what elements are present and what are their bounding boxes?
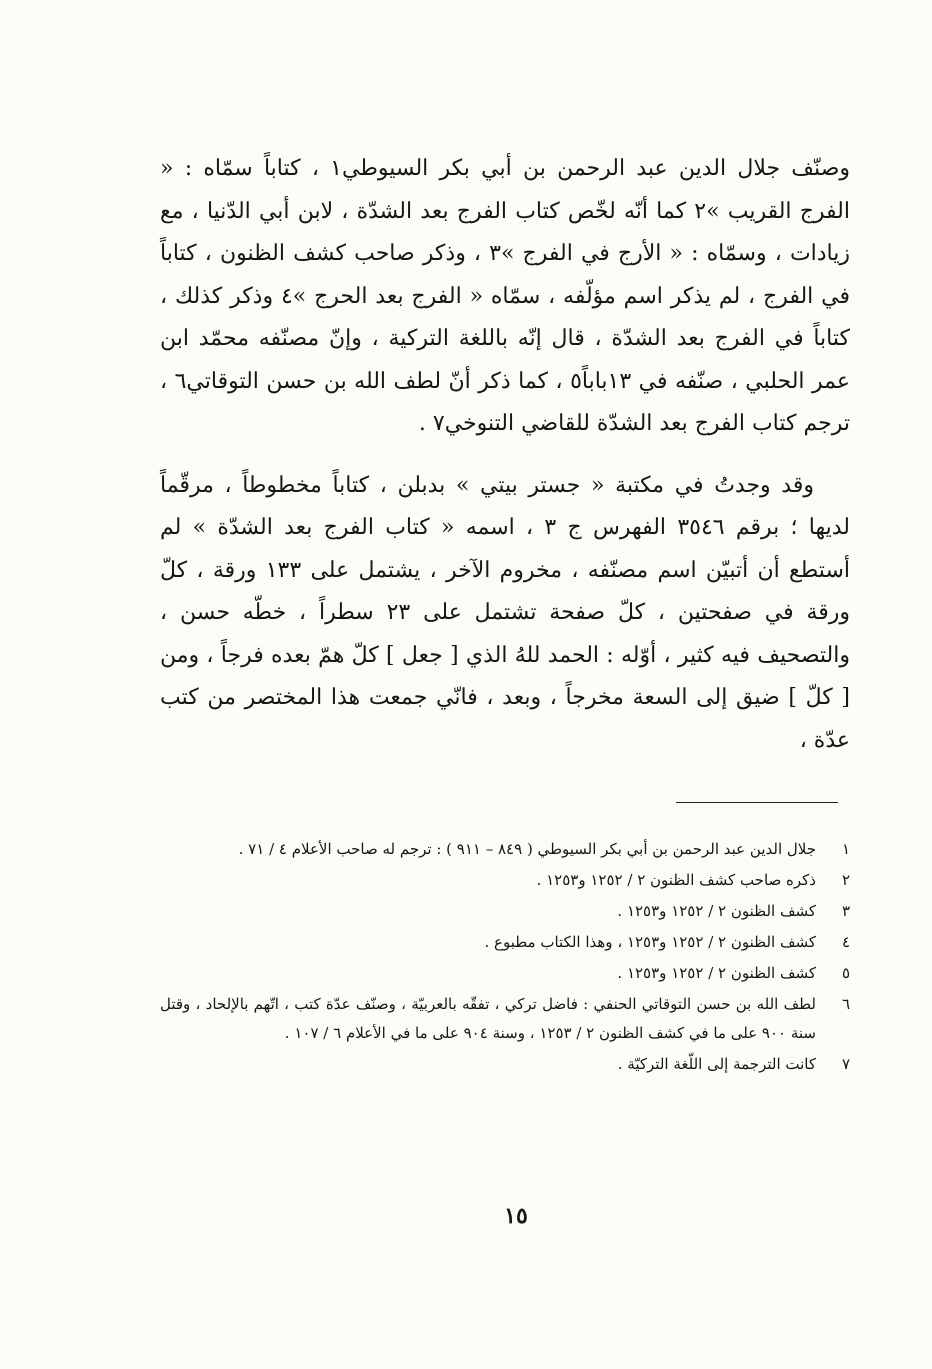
footnote-separator — [676, 802, 838, 803]
page-number: ١٥ — [504, 1203, 528, 1229]
footnote-text: كشف الظنون ٢ / ١٢٥٢ و١٢٥٣ . — [617, 964, 816, 982]
footnote-4 — [160, 928, 850, 957]
footnotes — [160, 835, 850, 1081]
footnote-text: كشف الظنون ٢ / ١٢٥٢ و١٢٥٣ ، وهذا الكتاب مطبوع . — [484, 933, 816, 951]
footnote-number: ٤ — [841, 933, 850, 951]
footnote-6 — [160, 990, 850, 1048]
footnote-number: ١ — [841, 840, 850, 858]
footnote-5 — [160, 959, 850, 988]
footnote-1 — [160, 835, 850, 864]
footnote-number: ٢ — [841, 871, 850, 889]
footnote-number: ٣ — [841, 902, 850, 920]
footnote-number: ٧ — [841, 1055, 850, 1073]
footnote-text: كشف الظنون ٢ / ١٢٥٢ و١٢٥٣ . — [617, 902, 816, 920]
footnote-text: لطف الله بن حسن التوقاتي الحنفي : فاضل تركي ، تفقّه بالعربيّة ، وصنّف عدّة كتب ، اتّهم بالإلحاد ، وقتل سنة ٩٠٠ على ما في كشف الظنون ٢ / ١٢٥٣ ، وسنة ٩٠٤ على ما في الأعلام ٦ / ١٠٧ . — [160, 995, 816, 1042]
paragraph-1: وصنّف جلال الدين عبد الرحمن بن أبي بكر السيوطي١ ، كتاباً سمّاه : « الفرج القريب »٢ كما أنّه لخّص كتاب الفرج بعد الشدّة ، لابن أبي الدّنيا ، مع زيادات ، وسمّاه : « الأرج في الفرج »٣ ، وذكر صاحب كشف الظنون ، كتاباً في الفرج ، لم يذكر اسم مؤلّفه ، سمّاه « الفرج بعد الحرج »٤ وذكر كذلك ، كتاباً في الفرج بعد الشدّة ، قال إنّه باللغة التركية ، وإنّ مصنّفه محمّد ابن عمر الحلبي ، صنّفه في ١٣باباً٥ ، كما ذكر أنّ لطف الله بن حسن التوقاتي٦ ، ترجم كتاب الفرج بعد الشدّة للقاضي التنوخي٧ . — [160, 156, 851, 436]
footnote-text: كانت الترجمة إلى اللّغة التركيّة . — [617, 1055, 816, 1073]
footnote-2 — [160, 866, 850, 895]
footnote-number: ٦ — [841, 995, 850, 1013]
footnote-text: جلال الدين عبد الرحمن بن أبي بكر السيوطي ( ٨٤٩ – ٩١١ ) : ترجم له صاحب الأعلام ٤ / ٧١ . — [238, 840, 816, 858]
footnote-7 — [160, 1050, 850, 1079]
footnote-number: ٥ — [841, 964, 850, 982]
paragraph-2: وقد وجدتُ في مكتبة « جستر بيتي » بدبلن ، كتاباً مخطوطاً ، مرقّماً لديها ؛ برقم ٣٥٤٦ الفهرس ج ٣ ، اسمه « كتاب الفرج بعد الشدّة » لم أستطع أن أتبيّن اسم مصنّفه ، مخروم الآخر ، يشتمل على ١٣٣ ورقة ، كلّ ورقة في صفحتين ، كلّ صفحة تشتمل على ٢٣ سطراً ، خطّه حسن ، والتصحيف فيه كثير ، أوّله : الحمد للهُ الذي [ جعل ] كلّ همّ بعده فرجاً ، ومن [ كلّ ] ضيق إلى السعة مخرجاً ، وبعد ، فانّي جمعت هذا المختصر من كتب عدّة ، — [160, 472, 851, 753]
footnote-3 — [160, 897, 850, 926]
main-text — [160, 148, 850, 762]
footnote-text: ذكره صاحب كشف الظنون ٢ / ١٢٥٢ و١٢٥٣ . — [536, 871, 816, 889]
